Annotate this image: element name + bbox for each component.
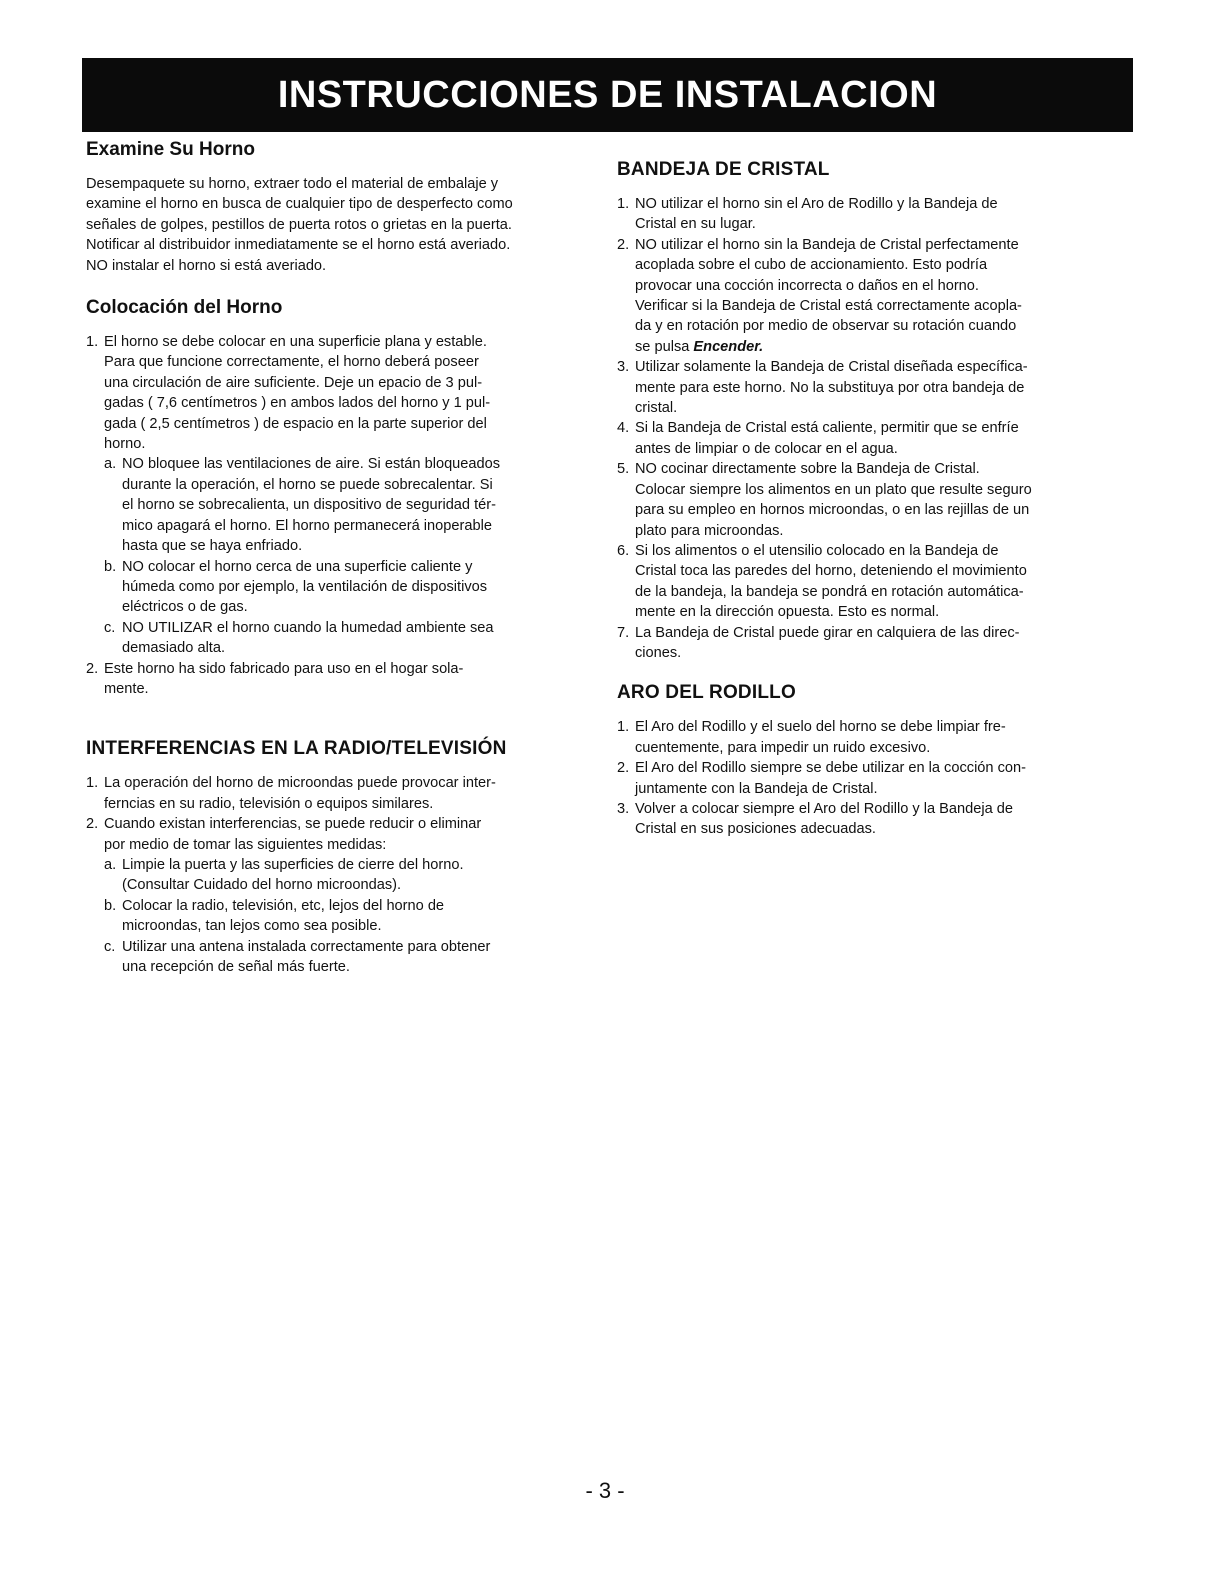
list-number: 2. <box>617 236 630 253</box>
list-subitem <box>86 937 602 978</box>
list-subitem <box>86 855 602 896</box>
list-number: 4. <box>617 420 630 437</box>
text-line: Volver a colocar siempre el Aro del Rodillo y la Bandeja de <box>635 800 1014 817</box>
text-line: ferncias en su radio, televisión o equipos similares. <box>104 795 434 812</box>
list-number: 7. <box>617 624 630 641</box>
text-line: mente para este horno. No la substituya por otra bandeja de <box>635 379 1025 396</box>
text-line: Notificar al distribuidor inmediatamente se el horno está averiado. <box>86 237 511 254</box>
list-number: 1. <box>86 334 99 351</box>
list-letter: a. <box>104 456 117 473</box>
text-line: Si los alimentos o el utensilio colocado en la Bandeja de <box>635 542 999 559</box>
text-line <box>635 337 1137 357</box>
list-number: 6. <box>617 542 630 559</box>
text-line: microondas, tan lejos como sea posible. <box>122 918 382 935</box>
text-line: plato para microondas. <box>635 522 784 539</box>
text-line: Desempaquete su horno, extraer todo el material de embalaje y <box>86 176 499 192</box>
bandeja-list <box>617 194 1137 663</box>
page-title: INSTRUCCIONES DE INSTALACION <box>277 73 938 116</box>
section-title-bandeja: BANDEJA DE CRISTAL <box>617 159 830 180</box>
section-title-colocacion: Colocación del Horno <box>86 297 283 319</box>
text-line: una circulación de aire suficiente. Deje un epacio de 3 pul- <box>104 374 483 391</box>
section-title-examine: Examine Su Horno <box>86 139 255 160</box>
list-letter: c. <box>104 938 116 955</box>
section-title-interferencias: INTERFERENCIAS EN LA RADIO/TELEVISIÓN <box>86 738 507 760</box>
text-line: demasiado alta. <box>122 640 226 657</box>
text-line: ciones. <box>635 644 682 661</box>
text-line: gadas ( 7,6 centímetros ) en ambos lados del horno y 1 pul- <box>104 395 491 412</box>
list-number: 3. <box>617 800 630 817</box>
text-line: Este horno ha sido fabricado para uso en el hogar sola- <box>104 660 464 677</box>
text-line: La operación del horno de microondas puede provocar inter- <box>104 775 496 792</box>
text-line: El Aro del Rodillo y el suelo del horno se debe limpiar fre- <box>635 719 1006 736</box>
text-line: para su empleo en hornos microondas, o en las rejillas de un <box>635 502 1030 519</box>
text-line: cristal. <box>635 400 678 417</box>
aro-list <box>617 717 1137 839</box>
list-number: 3. <box>617 359 630 376</box>
examine-paragraph <box>86 174 602 276</box>
colocacion-list <box>86 332 602 699</box>
text-line: Utilizar una antena instalada correctamente para obtener <box>122 938 491 955</box>
list-item <box>617 799 1137 840</box>
text-line: acoplada sobre el cubo de accionamiento. Esto podría <box>635 257 988 274</box>
text-line: NO utilizar el horno sin el Aro de Rodillo y la Bandeja de <box>635 196 998 212</box>
text-line: eléctricos o de gas. <box>122 599 248 616</box>
list-number: 1. <box>617 719 630 736</box>
list-letter: c. <box>104 619 116 636</box>
text-line: La Bandeja de Cristal puede girar en calquiera de las direc- <box>635 624 1020 641</box>
left-column <box>86 138 602 977</box>
list-item <box>617 357 1137 418</box>
text-line: mente en la dirección opuesta. Esto es normal. <box>635 604 940 621</box>
list-item <box>617 235 1137 357</box>
list-subitem <box>86 557 602 618</box>
text-line: hasta que se haya enfriado. <box>122 538 303 555</box>
text-line: horno. <box>104 436 146 453</box>
text-line: NO colocar el horno cerca de una superficie caliente y <box>122 558 473 575</box>
list-item <box>86 814 602 855</box>
list-item <box>617 541 1137 623</box>
list-number: 1. <box>86 775 99 792</box>
text-line: Verificar si la Bandeja de Cristal está correctamente acopla- <box>635 298 1022 315</box>
text-line: NO instalar el horno si está averiado. <box>86 257 327 274</box>
right-column <box>617 158 1137 840</box>
text-line: de la bandeja, la bandeja se pondrá en rotación automática- <box>635 583 1024 600</box>
text-line: Cuando existan interferencias, se puede reducir o eliminar <box>104 816 482 833</box>
list-item <box>617 717 1137 758</box>
text-line: por medio de tomar las siguientes medidas: <box>104 836 387 853</box>
list-item <box>617 758 1137 799</box>
page-number: - 3 - <box>585 1478 625 1503</box>
list-item <box>617 194 1137 235</box>
list-subitem <box>86 454 602 556</box>
text-line: NO UTILIZAR el horno cuando la humedad ambiente sea <box>122 619 494 636</box>
header-banner <box>82 58 1133 132</box>
text-line: Limpie la puerta y las superficies de cierre del horno. <box>122 856 464 873</box>
list-number: 2. <box>86 816 99 833</box>
text-line: gada ( 2,5 centímetros ) de espacio en la parte superior del <box>104 415 487 432</box>
encender-emphasis: Encender <box>693 338 760 355</box>
interferencias-list <box>86 773 602 977</box>
text-line: cuentemente, para impedir un ruido excesivo. <box>635 739 931 756</box>
text-line: mico apagará el horno. El horno permanecerá inoperable <box>122 517 492 534</box>
text-fragment: . <box>759 338 764 355</box>
text-line: juntamente con la Bandeja de Cristal. <box>635 780 878 797</box>
text-line: da y en rotación por medio de observar su rotación cuando <box>635 318 1017 335</box>
list-number: 5. <box>617 461 630 478</box>
text-line: NO cocinar directamente sobre la Bandeja de Cristal. <box>635 461 980 478</box>
section-examine <box>86 138 602 276</box>
text-line: Cristal toca las paredes del horno, deteniendo el movimiento <box>635 563 1027 580</box>
section-colocacion <box>86 296 602 699</box>
text-line: Utilizar solamente la Bandeja de Cristal diseñada específica- <box>635 359 1028 376</box>
text-line: (Consultar Cuidado del horno microondas). <box>122 877 402 894</box>
text-line: el horno se sobrecalienta, un dispositivo de seguridad tér- <box>122 497 496 514</box>
text-line: durante la operación, el horno se puede sobrecalentar. Si <box>122 476 493 493</box>
text-line: Colocar siempre los alimentos en un plato que resulte seguro <box>635 481 1032 498</box>
text-line: húmeda como por ejemplo, la ventilación de dispositivos <box>122 578 488 595</box>
list-item <box>86 659 602 700</box>
list-item <box>617 418 1137 459</box>
list-number: 2. <box>86 660 99 677</box>
list-item <box>86 332 602 454</box>
text-line: Cristal en sus posiciones adecuadas. <box>635 821 876 838</box>
text-line: una recepción de señal más fuerte. <box>122 959 350 975</box>
list-letter: a. <box>104 856 117 873</box>
text-line: antes de limpiar o de colocar en el agua. <box>635 440 898 457</box>
text-line: Si la Bandeja de Cristal está caliente, permitir que se enfríe <box>635 420 1019 437</box>
list-item <box>617 623 1137 664</box>
text-line: Para que funcione correctamente, el horno deberá poseer <box>104 354 479 371</box>
section-title-aro: ARO DEL RODILLO <box>617 682 796 704</box>
list-subitem <box>86 896 602 937</box>
text-fragment: se pulsa <box>635 338 694 355</box>
text-line: provocar una cocción incorrecta o daños en el horno. <box>635 277 979 294</box>
text-line: mente. <box>104 680 149 697</box>
text-line: señales de golpes, pestillos de puerta rotos o grietas en la puerta. <box>86 216 512 233</box>
text-line: Cristal en su lugar. <box>635 216 756 233</box>
list-subitem <box>86 618 602 659</box>
text-line: NO utilizar el horno sin la Bandeja de Cristal perfectamente <box>635 236 1019 253</box>
list-letter: b. <box>104 897 117 914</box>
text-line: Colocar la radio, televisión, etc, lejos del horno de <box>122 897 445 914</box>
list-item <box>617 459 1137 541</box>
section-aro <box>617 681 1137 839</box>
text-line: El Aro del Rodillo siempre se debe utilizar en la cocción con- <box>635 760 1026 777</box>
text-line: examine el horno en busca de cualquier tipo de desperfecto como <box>86 196 513 213</box>
text-line: El horno se debe colocar en una superficie plana y estable. <box>104 334 487 351</box>
list-item <box>86 773 602 814</box>
section-bandeja <box>617 158 1137 663</box>
text-line: NO bloquee las ventilaciones de aire. Si están bloqueados <box>122 456 501 473</box>
section-interferencias <box>86 737 602 977</box>
list-number: 2. <box>617 760 630 777</box>
list-number: 1. <box>617 196 630 212</box>
list-letter: b. <box>104 558 117 575</box>
